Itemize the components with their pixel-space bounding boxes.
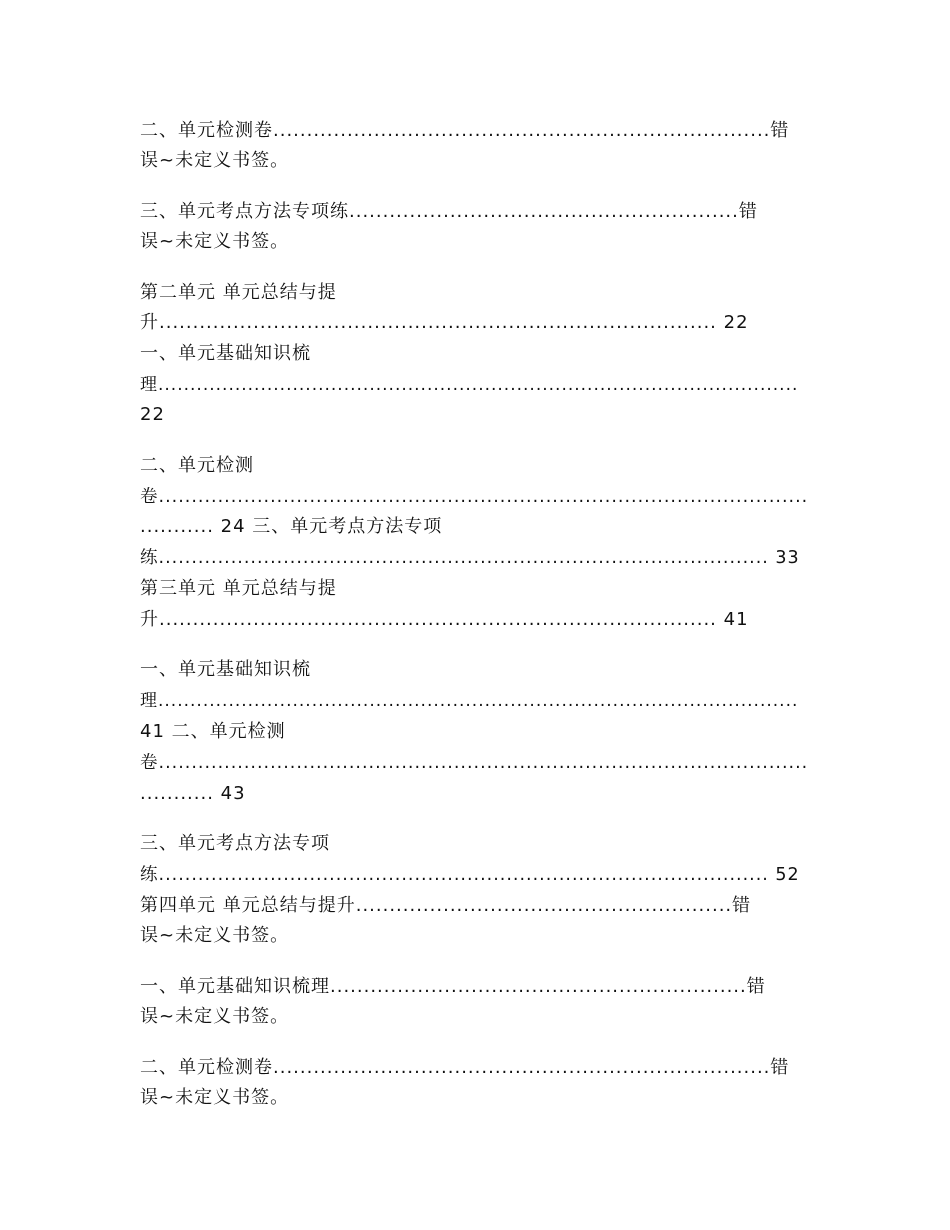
toc-entry-unit2-knowledge-page [140, 400, 165, 430]
toc-line-text: 卷................................................................................................... [140, 487, 809, 507]
toc-line-text: 二、单元检测卷..........................................................................错 [140, 120, 790, 141]
toc-line-text: 理.................................................................................................... [140, 375, 799, 395]
toc-line-text: 第三单元 单元总结与提 [140, 578, 337, 599]
toc-entry-unit4-knowledge [140, 972, 766, 1002]
toc-entry-unit3-knowledge [140, 655, 311, 685]
toc-entry-unit2-test-cont [140, 482, 808, 512]
toc-line-text: 误~未定义书签。 [140, 1087, 290, 1108]
toc-entry-unit2-knowledge [140, 339, 311, 369]
toc-line-text: 三、单元考点方法专项练..........................................................错 [140, 201, 758, 222]
toc-line-text: 一、单元基础知识梳理..............................................................错 [140, 976, 766, 997]
toc-entry-unit3-knowledge-cont [140, 686, 798, 716]
toc-entry-unit4-summary [140, 891, 751, 921]
toc-entry-unit1-practice [140, 197, 758, 227]
toc-entry-unit3-test-cont [140, 748, 808, 778]
toc-entry-unit2-test [140, 451, 254, 481]
toc-entry-unit3-test-page [140, 779, 246, 809]
toc-line-text: ........... 43 [140, 783, 246, 804]
toc-entry-unit3-practice [140, 829, 330, 859]
toc-line-text: 练............................................................................................. 52 [140, 865, 800, 885]
toc-line-text: 卷................................................................................................... [140, 753, 809, 773]
toc-line-text: 41 二、单元检测 [140, 721, 286, 742]
toc-line-text: 22 [140, 404, 165, 425]
toc-line-text: 练............................................................................................. 33 [140, 548, 800, 568]
toc-entry-unit2-summary [140, 278, 337, 308]
toc-line-text: 一、单元基础知识梳 [140, 343, 311, 364]
toc-entry-unit4-test-cont [140, 1083, 289, 1113]
toc-line-text: ........... 24 三、单元考点方法专项 [140, 516, 443, 537]
toc-line-text: 升................................................................................... 41 [140, 609, 749, 630]
toc-entry-unit1-practice-cont [140, 227, 289, 257]
toc-line-text: 三、单元考点方法专项 [140, 833, 330, 854]
toc-line-text: 误~未定义书签。 [140, 925, 290, 946]
toc-line-text: 理.................................................................................................... [140, 691, 799, 711]
toc-line-text: 第四单元 单元总结与提升........................................................错 [140, 895, 752, 916]
toc-entry-unit2-test-page [140, 512, 442, 542]
toc-line-text: 误~未定义书签。 [140, 231, 290, 252]
toc-entry-unit4-test [140, 1053, 789, 1083]
toc-entry-unit1-test-cont [140, 146, 289, 176]
toc-entry-unit3-summary-cont [140, 605, 749, 635]
toc-line-text: 二、单元检测 [140, 455, 254, 476]
toc-line-text: 一、单元基础知识梳 [140, 659, 311, 680]
toc-entry-unit1-test [140, 116, 789, 146]
toc-entry-unit4-knowledge-cont [140, 1002, 289, 1032]
toc-line-text: 第二单元 单元总结与提 [140, 282, 337, 303]
toc-line-text: 误~未定义书签。 [140, 150, 290, 171]
toc-entry-unit3-summary [140, 574, 337, 604]
toc-line-text: 误~未定义书签。 [140, 1006, 290, 1027]
toc-entry-unit4-summary-cont [140, 921, 289, 951]
toc-entry-unit2-practice [140, 543, 800, 573]
toc-line-text: 升................................................................................... 22 [140, 312, 749, 333]
toc-entry-unit2-summary-cont [140, 308, 749, 338]
toc-entry-unit3-test [140, 717, 286, 747]
toc-entry-unit2-knowledge-cont [140, 370, 798, 400]
toc-line-text: 二、单元检测卷..........................................................................错 [140, 1057, 790, 1078]
toc-entry-unit3-practice-cont [140, 860, 800, 890]
